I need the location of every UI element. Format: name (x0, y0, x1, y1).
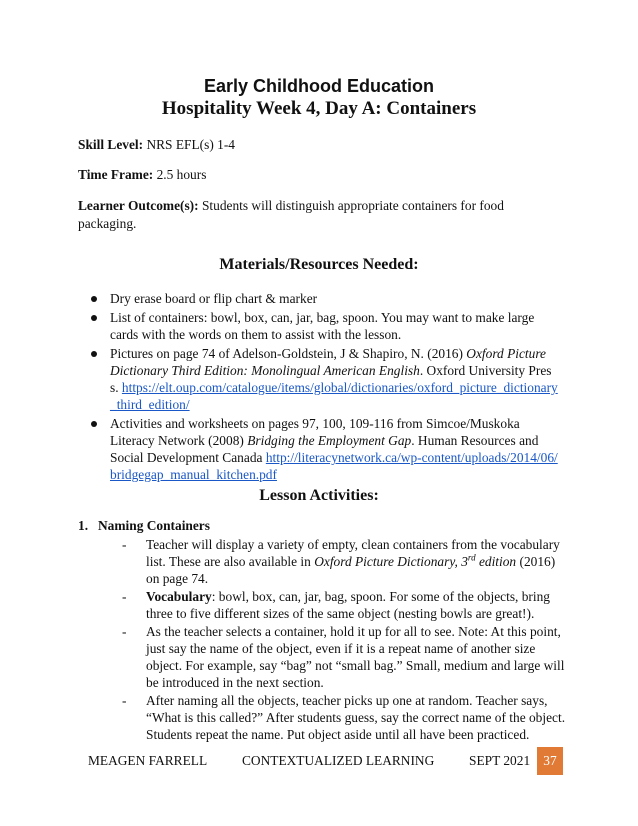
document-title: Early Childhood Education (203, 76, 434, 96)
naming-steps-list (78, 536, 568, 743)
footer-author: MEAGEN FARRELL (88, 753, 208, 768)
time-frame-value: 2.5 hours (153, 167, 207, 182)
list-item: - Vocabulary: bowl, box, can, jar, bag, spoon. For some of the objects, bring three to five different sizes of the same object (nesting bowls are great!). (78, 588, 568, 622)
list-item: Pictures on page 74 of Adelson-Goldstein, J & Shapiro, N. (2016) Oxford Picture Dictionary Third Edition: Monolingual American English. Oxford University Press. https://elt.oup.com/catalogue/items/global/dictionaries/oxford_picture_dictionary_third_edition/ (88, 345, 558, 413)
list-item: - Teacher will display a variety of empty, clean containers from the vocabulary list. These are also available in Oxford Picture Dictionary, 3rd edition (2016) on page 74. (78, 536, 568, 587)
list-item: Activities and worksheets on pages 97, 100, 109-116 from Simcoe/Muskoka Literacy Network (2008) Bridging the Employment Gap. Human Resources and Social Development Canada http://literacynetwork.ca/wp-content/uploads/2014/06/bridgegap_manual_kitchen.pdf (88, 415, 558, 483)
learner-outcome-line (78, 197, 518, 233)
skill-level-line (78, 136, 558, 154)
time-frame-label: Time Frame: (78, 167, 154, 182)
vocabulary-label: Vocabulary (146, 589, 212, 604)
oxford-dictionary-link[interactable]: https://elt.oup.com/catalogue/items/global/dictionaries/oxford_picture_dictionary_third_edition/ (110, 380, 558, 412)
book-title: Oxford Picture Dictionary Third Edition: Monolingual American English (110, 346, 546, 378)
list-item: List of containers: bowl, box, can, jar, bag, spoon. You may want to make large cards with the words on them to assist with the lesson. (88, 309, 558, 343)
section-title (78, 517, 568, 534)
list-item: Dry erase board or flip chart & marker (88, 290, 558, 307)
skill-level-value: NRS EFL(s) 1-4 (143, 137, 235, 152)
page-number: 37 (537, 747, 563, 775)
skill-level-label: Skill Level: (78, 137, 144, 152)
materials-list (88, 290, 558, 485)
time-frame-line (78, 166, 558, 184)
list-item: - As the teacher selects a container, hold it up for all to see. Note: At this point, just say the name of the object, even if it is a repeat name of another size object. For example, say “bag” not “small bag.” Small, medium and large will be introduced in the next section. (78, 623, 568, 691)
section-title-text: Naming Containers (98, 518, 210, 533)
document-subtitle: Hospitality Week 4, Day A: Containers (161, 98, 477, 119)
literacy-network-link[interactable]: http://literacynetwork.ca/wp-content/uploads/2014/06/bridgegap_manual_kitchen.pdf (110, 450, 558, 482)
lesson-activities-heading: Lesson Activities: (259, 487, 379, 504)
page-footer (78, 750, 564, 772)
manual-title: Bridging the Employment Gap (247, 433, 412, 448)
section-number: 1. (78, 518, 89, 533)
footer-title: CONTEXTUALIZED LEARNING (242, 753, 435, 768)
footer-date: SEPT 2021 (469, 753, 531, 768)
list-item: - After naming all the objects, teacher picks up one at random. Teacher says, “What is this called?” After students guess, say the correct name of the object. Students repeat the name. Put object aside until all have been practiced. (78, 692, 568, 743)
naming-containers-section (78, 517, 568, 744)
learner-outcome-value: Students will distinguish appropriate containers for food packaging. (78, 198, 504, 231)
materials-heading: Materials/Resources Needed: (219, 256, 419, 273)
learner-outcome-label: Learner Outcome(s): (78, 198, 199, 213)
